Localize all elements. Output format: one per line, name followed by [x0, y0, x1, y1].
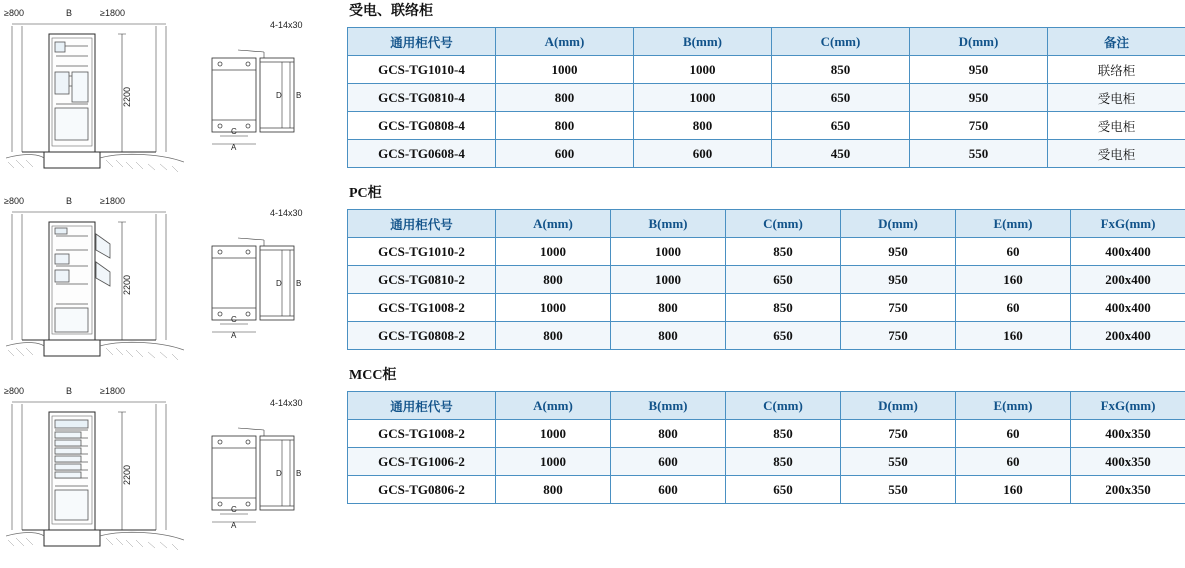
col-header: E(mm) [956, 392, 1071, 420]
table-row [348, 140, 1185, 168]
cell-fxg: 400x350 [1071, 448, 1185, 476]
cell-b: 600 [634, 140, 772, 168]
dim-center-3: B [66, 386, 73, 396]
plan-note-1: 4-14x30 [270, 20, 303, 30]
cell-a: 1000 [496, 294, 611, 322]
col-header: 通用柜代号 [348, 392, 496, 420]
cell-model: GCS-TG1008-2 [348, 420, 496, 448]
section-mcc-cabinet [347, 364, 1185, 504]
cell-d: 950 [910, 56, 1048, 84]
plan-note-3: 4-14x30 [270, 398, 303, 408]
svg-text:B: B [296, 279, 302, 288]
section-title-1: 受电、联络柜 [349, 4, 433, 19]
col-header: D(mm) [841, 392, 956, 420]
cell-c: 850 [726, 448, 841, 476]
cell-a: 800 [496, 322, 611, 350]
col-header: A(mm) [496, 210, 611, 238]
col-header: C(mm) [726, 392, 841, 420]
cell-d: 750 [841, 322, 956, 350]
cell-c: 850 [726, 294, 841, 322]
table-row [348, 420, 1185, 448]
cell-a: 800 [496, 112, 634, 140]
cell-c: 850 [772, 56, 910, 84]
cell-model: GCS-TG1010-4 [348, 56, 496, 84]
cell-a: 1000 [496, 448, 611, 476]
col-header: B(mm) [611, 210, 726, 238]
svg-text:A: A [231, 521, 237, 530]
svg-text:D: D [276, 279, 282, 288]
cell-a: 1000 [496, 420, 611, 448]
spec-table-3 [347, 391, 1185, 504]
height-label-1: 2200 [122, 86, 132, 107]
cell-fxg: 200x350 [1071, 476, 1185, 504]
cell-remark: 联络柜 [1048, 56, 1185, 84]
col-header: C(mm) [726, 210, 841, 238]
cell-fxg: 400x350 [1071, 420, 1185, 448]
cell-d: 950 [910, 84, 1048, 112]
cell-b: 600 [611, 476, 726, 504]
section-pc-cabinet [347, 182, 1185, 350]
cell-remark: 受电柜 [1048, 112, 1185, 140]
cell-d: 550 [841, 448, 956, 476]
cell-a: 800 [496, 266, 611, 294]
col-header: A(mm) [496, 392, 611, 420]
col-header: FxG(mm) [1071, 392, 1185, 420]
cell-fxg: 400x400 [1071, 294, 1185, 322]
cell-d: 550 [841, 476, 956, 504]
cell-d: 750 [910, 112, 1048, 140]
svg-text:A: A [231, 143, 237, 152]
cell-model: GCS-TG0808-4 [348, 112, 496, 140]
section-receiving-tie-cabinet [347, 0, 1185, 168]
elevation-view-2 [6, 200, 184, 365]
dim-center-2: B [66, 196, 73, 206]
plan-view-2 [198, 220, 318, 340]
spec-table-1 [347, 27, 1185, 168]
cell-c: 650 [772, 112, 910, 140]
cell-b: 800 [611, 420, 726, 448]
dim-right-2: ≥1800 [100, 196, 125, 206]
cell-b: 1000 [611, 266, 726, 294]
cell-model: GCS-TG1008-2 [348, 294, 496, 322]
svg-text:A: A [231, 331, 237, 340]
col-header: E(mm) [956, 210, 1071, 238]
col-header: 通用柜代号 [348, 210, 496, 238]
cell-e: 60 [956, 238, 1071, 266]
cell-b: 800 [611, 294, 726, 322]
col-header: C(mm) [772, 28, 910, 56]
cell-d: 550 [910, 140, 1048, 168]
cell-model: GCS-TG0806-2 [348, 476, 496, 504]
cell-b: 1000 [611, 238, 726, 266]
cell-c: 450 [772, 140, 910, 168]
dim-left-3: ≥800 [4, 386, 24, 396]
cell-c: 650 [772, 84, 910, 112]
cell-a: 800 [496, 84, 634, 112]
table-row [348, 294, 1185, 322]
svg-text:C: C [231, 505, 237, 514]
table-row [348, 238, 1185, 266]
drawing-block-3 [0, 380, 340, 566]
table-row [348, 266, 1185, 294]
cell-c: 650 [726, 322, 841, 350]
cell-model: GCS-TG0608-4 [348, 140, 496, 168]
height-label-2: 2200 [122, 274, 132, 295]
cell-c: 850 [726, 238, 841, 266]
cell-e: 160 [956, 476, 1071, 504]
elevation-view-1 [6, 12, 184, 177]
table-header-row [348, 392, 1185, 420]
height-label-3: 2200 [122, 464, 132, 485]
dim-right-3: ≥1800 [100, 386, 125, 396]
col-header: B(mm) [611, 392, 726, 420]
cell-model: GCS-TG0810-2 [348, 266, 496, 294]
plan-view-3 [198, 410, 318, 530]
svg-text:C: C [231, 127, 237, 136]
table-header-row [348, 210, 1185, 238]
section-title-2: PC柜 [349, 186, 382, 201]
table-row [348, 476, 1185, 504]
cell-e: 60 [956, 448, 1071, 476]
cell-a: 600 [496, 140, 634, 168]
cell-c: 650 [726, 476, 841, 504]
col-header: D(mm) [910, 28, 1048, 56]
col-header: D(mm) [841, 210, 956, 238]
plan-view-1 [198, 32, 318, 152]
cell-b: 1000 [634, 56, 772, 84]
plan-note-2: 4-14x30 [270, 208, 303, 218]
col-header: B(mm) [634, 28, 772, 56]
cell-a: 800 [496, 476, 611, 504]
cell-remark: 受电柜 [1048, 140, 1185, 168]
col-header: 备注 [1048, 28, 1185, 56]
cell-d: 950 [841, 238, 956, 266]
dim-left-1: ≥800 [4, 8, 24, 18]
cell-remark: 受电柜 [1048, 84, 1185, 112]
cell-model: GCS-TG0808-2 [348, 322, 496, 350]
drawing-block-2 [0, 190, 340, 376]
svg-text:B: B [296, 469, 302, 478]
dim-right-1: ≥1800 [100, 8, 125, 18]
table-row [348, 448, 1185, 476]
cell-fxg: 200x400 [1071, 322, 1185, 350]
svg-text:D: D [276, 91, 282, 100]
col-header: 通用柜代号 [348, 28, 496, 56]
svg-text:D: D [276, 469, 282, 478]
cell-b: 600 [611, 448, 726, 476]
cell-model: GCS-TG1006-2 [348, 448, 496, 476]
tables-column [347, 0, 1185, 518]
cell-e: 60 [956, 294, 1071, 322]
cell-fxg: 400x400 [1071, 238, 1185, 266]
elevation-view-3 [6, 390, 184, 555]
spec-table-2 [347, 209, 1185, 350]
cell-e: 60 [956, 420, 1071, 448]
svg-text:C: C [231, 315, 237, 324]
drawings-column [0, 0, 340, 568]
cell-fxg: 200x400 [1071, 266, 1185, 294]
cell-b: 800 [611, 322, 726, 350]
table-row [348, 84, 1185, 112]
svg-text:B: B [296, 91, 302, 100]
cell-c: 850 [726, 420, 841, 448]
cell-a: 1000 [496, 56, 634, 84]
table-row [348, 322, 1185, 350]
section-title-3: MCC柜 [349, 368, 397, 383]
cell-c: 650 [726, 266, 841, 294]
cell-model: GCS-TG1010-2 [348, 238, 496, 266]
cell-a: 1000 [496, 238, 611, 266]
dim-center-1: B [66, 8, 73, 18]
cell-d: 750 [841, 294, 956, 322]
table-row [348, 112, 1185, 140]
cell-model: GCS-TG0810-4 [348, 84, 496, 112]
cell-e: 160 [956, 266, 1071, 294]
drawing-block-1 [0, 2, 340, 188]
cell-d: 950 [841, 266, 956, 294]
col-header: A(mm) [496, 28, 634, 56]
cell-d: 750 [841, 420, 956, 448]
dim-left-2: ≥800 [4, 196, 24, 206]
col-header: FxG(mm) [1071, 210, 1185, 238]
cell-e: 160 [956, 322, 1071, 350]
table-header-row [348, 28, 1185, 56]
cell-b: 800 [634, 112, 772, 140]
cell-b: 1000 [634, 84, 772, 112]
table-row [348, 56, 1185, 84]
